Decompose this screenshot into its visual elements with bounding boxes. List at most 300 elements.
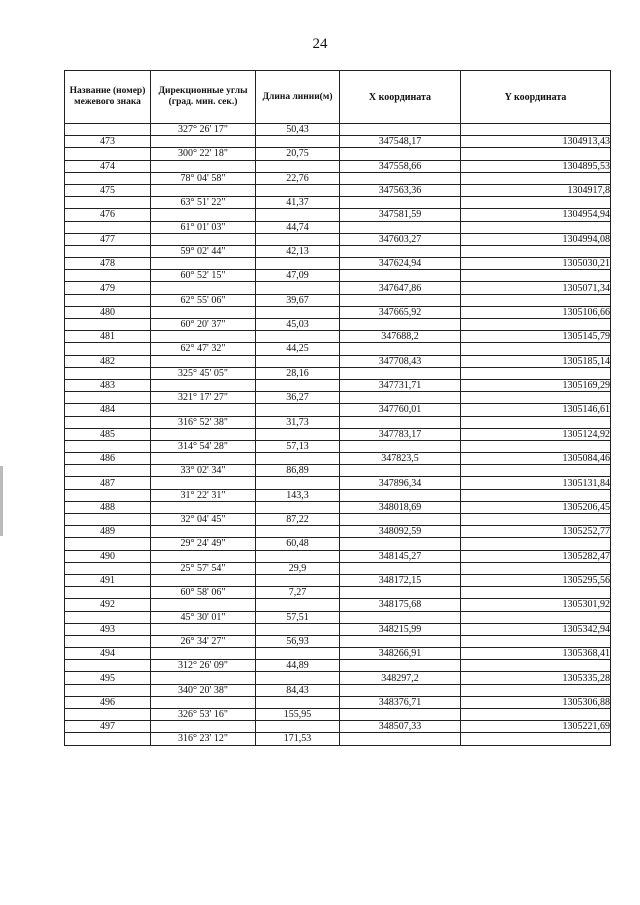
cell-y: 1305221,69 [461,721,611,733]
cell-angle: 327° 26' 17" [151,124,256,136]
cell-length: 44,89 [256,660,340,672]
cell-y: 1305071,34 [461,282,611,294]
cell-y [461,367,611,379]
cell-y [461,221,611,233]
table-row [65,514,611,526]
cell-length: 57,51 [256,611,340,623]
table-row [65,660,611,672]
table-row [65,270,611,282]
cell-angle [151,696,256,708]
cell-length: 29,9 [256,562,340,574]
cell-x [340,514,461,526]
cell-length [256,379,340,391]
cell-y [461,197,611,209]
cell-x [340,660,461,672]
table-row [65,282,611,294]
cell-angle: 32° 04' 45" [151,514,256,526]
cell-name: 496 [65,696,151,708]
cell-angle [151,258,256,270]
cell-x: 347665,92 [340,306,461,318]
cell-x: 348266,91 [340,648,461,660]
cell-x: 347603,27 [340,233,461,245]
cell-length [256,209,340,221]
cell-y: 1305335,28 [461,672,611,684]
cell-name [65,367,151,379]
cell-name [65,440,151,452]
cell-angle [151,404,256,416]
cell-x: 347581,59 [340,209,461,221]
cell-length [256,184,340,196]
cell-y [461,172,611,184]
cell-x [340,611,461,623]
cell-name [65,221,151,233]
cell-angle: 340° 20' 38" [151,684,256,696]
cell-angle: 60° 20' 37" [151,319,256,331]
table-row [65,623,611,635]
cell-name [65,489,151,501]
cell-x [340,538,461,550]
cell-angle: 25° 57' 54" [151,562,256,574]
cell-name: 489 [65,526,151,538]
cell-x: 347558,66 [340,160,461,172]
cell-length: 39,67 [256,294,340,306]
cell-name [65,294,151,306]
cell-name [65,197,151,209]
cell-x [340,197,461,209]
cell-length [256,160,340,172]
table-row [65,733,611,745]
table-row [65,611,611,623]
cell-y [461,465,611,477]
cell-x: 347624,94 [340,258,461,270]
cell-y [461,440,611,452]
boundary-coordinates-table [64,70,611,746]
cell-angle: 316° 23' 12" [151,733,256,745]
cell-y [461,660,611,672]
cell-angle: 326° 53' 16" [151,709,256,721]
cell-length: 22,76 [256,172,340,184]
cell-y: 1305282,47 [461,550,611,562]
cell-length: 57,13 [256,440,340,452]
cell-length: 42,13 [256,245,340,257]
cell-name: 497 [65,721,151,733]
cell-name: 487 [65,477,151,489]
cell-name: 493 [65,623,151,635]
table-row [65,696,611,708]
cell-angle: 26° 34' 27" [151,635,256,647]
cell-length [256,623,340,635]
cell-y: 1305131,84 [461,477,611,489]
cell-x: 348092,59 [340,526,461,538]
cell-angle: 312° 26' 09" [151,660,256,672]
cell-y: 1305145,79 [461,331,611,343]
cell-name: 484 [65,404,151,416]
cell-name [65,733,151,745]
cell-angle: 33° 02' 34" [151,465,256,477]
cell-angle [151,550,256,562]
cell-angle [151,477,256,489]
table-row [65,721,611,733]
cell-length [256,696,340,708]
cell-angle [151,306,256,318]
table-row [65,550,611,562]
cell-angle: 29° 24' 49" [151,538,256,550]
cell-x [340,465,461,477]
cell-length [256,599,340,611]
cell-y [461,294,611,306]
cell-x: 348297,2 [340,672,461,684]
cell-name [65,538,151,550]
cell-length: 60,48 [256,538,340,550]
cell-name [65,172,151,184]
table-row [65,599,611,611]
table-row [65,233,611,245]
cell-angle [151,453,256,465]
cell-angle [151,331,256,343]
cell-x [340,416,461,428]
table-row [65,319,611,331]
cell-angle: 59° 02' 44" [151,245,256,257]
cell-y: 1304895,53 [461,160,611,172]
cell-angle [151,160,256,172]
cell-angle [151,599,256,611]
cell-x: 347708,43 [340,355,461,367]
cell-y [461,245,611,257]
cell-angle: 61° 01' 03" [151,221,256,233]
cell-x [340,294,461,306]
cell-name [65,270,151,282]
cell-y: 1305301,92 [461,599,611,611]
cell-length [256,404,340,416]
cell-y: 1305368,41 [461,648,611,660]
cell-length: 84,43 [256,684,340,696]
table-row [65,306,611,318]
table-body [65,124,611,746]
cell-x [340,587,461,599]
table-row [65,709,611,721]
cell-name [65,465,151,477]
cell-length: 44,25 [256,343,340,355]
cell-name: 486 [65,453,151,465]
cell-length: 143,3 [256,489,340,501]
cell-name: 475 [65,184,151,196]
table-row [65,258,611,270]
cell-y [461,270,611,282]
cell-y [461,124,611,136]
cell-y [461,343,611,355]
cell-length [256,477,340,489]
cell-name [65,660,151,672]
cell-angle: 60° 52' 15" [151,270,256,282]
cell-y: 1305030,21 [461,258,611,270]
cell-x [340,245,461,257]
header-name: Название (номер) межевого знака [65,71,151,124]
cell-x: 347731,71 [340,379,461,391]
table-row [65,331,611,343]
table-row [65,648,611,660]
cell-name: 473 [65,136,151,148]
cell-x [340,221,461,233]
cell-y [461,489,611,501]
cell-y: 1305106,66 [461,306,611,318]
table-row [65,209,611,221]
cell-angle: 321° 17' 27" [151,392,256,404]
cell-name [65,587,151,599]
cell-angle [151,623,256,635]
cell-angle [151,282,256,294]
cell-name: 483 [65,379,151,391]
cell-angle [151,136,256,148]
cell-y [461,733,611,745]
table-row [65,124,611,136]
cell-y: 1304954,94 [461,209,611,221]
table-row [65,148,611,160]
cell-y: 1305206,45 [461,501,611,513]
cell-angle [151,184,256,196]
cell-x [340,367,461,379]
cell-y [461,392,611,404]
cell-length: 50,43 [256,124,340,136]
table-row [65,404,611,416]
cell-x: 347548,17 [340,136,461,148]
cell-x: 347783,17 [340,428,461,440]
cell-angle: 63° 51' 22" [151,197,256,209]
cell-angle [151,209,256,221]
table-row [65,635,611,647]
cell-name [65,124,151,136]
cell-angle [151,721,256,733]
cell-y: 1305185,14 [461,355,611,367]
table-row [65,440,611,452]
cell-x: 348507,33 [340,721,461,733]
cell-name: 478 [65,258,151,270]
header-x: X координата [340,71,461,124]
cell-y: 1305084,46 [461,453,611,465]
cell-x: 348175,68 [340,599,461,611]
cell-angle [151,428,256,440]
cell-length: 45,03 [256,319,340,331]
cell-y: 1305146,61 [461,404,611,416]
page-number: 24 [312,36,328,52]
table-row [65,245,611,257]
cell-angle: 31° 22' 31" [151,489,256,501]
cell-y [461,611,611,623]
cell-length [256,136,340,148]
cell-length: 31,73 [256,416,340,428]
cell-length [256,453,340,465]
cell-name: 479 [65,282,151,294]
cell-x [340,319,461,331]
cell-name [65,416,151,428]
cell-x [340,440,461,452]
cell-length [256,282,340,294]
cell-y [461,709,611,721]
table-row [65,526,611,538]
cell-length: 36,27 [256,392,340,404]
cell-angle: 300° 22' 18" [151,148,256,160]
table-row [65,294,611,306]
cell-length [256,331,340,343]
cell-length: 171,53 [256,733,340,745]
cell-y: 1304994,08 [461,233,611,245]
cell-name: 476 [65,209,151,221]
cell-x [340,684,461,696]
table-row [65,160,611,172]
cell-angle [151,648,256,660]
cell-angle [151,355,256,367]
table-row [65,197,611,209]
cell-name [65,392,151,404]
table-row [65,587,611,599]
cell-name [65,319,151,331]
cell-angle [151,672,256,684]
cell-y [461,319,611,331]
cell-length: 87,22 [256,514,340,526]
table-row [65,574,611,586]
cell-name: 488 [65,501,151,513]
cell-name: 495 [65,672,151,684]
cell-length [256,721,340,733]
cell-length: 41,37 [256,197,340,209]
cell-length [256,428,340,440]
cell-x: 347823,5 [340,453,461,465]
cell-x [340,635,461,647]
cell-angle [151,526,256,538]
cell-angle [151,233,256,245]
cell-x [340,172,461,184]
cell-y [461,562,611,574]
table-row [65,367,611,379]
table-row [65,416,611,428]
cell-y [461,538,611,550]
cell-x: 348145,27 [340,550,461,562]
cell-name: 474 [65,160,151,172]
cell-name: 494 [65,648,151,660]
cell-name: 491 [65,574,151,586]
cell-y: 1305169,29 [461,379,611,391]
cell-length [256,526,340,538]
scan-edge-mark [0,466,3,536]
cell-length: 47,09 [256,270,340,282]
cell-length [256,306,340,318]
cell-angle: 45° 30' 01" [151,611,256,623]
cell-y: 1304913,43 [461,136,611,148]
cell-length: 28,16 [256,367,340,379]
cell-length [256,233,340,245]
cell-length: 86,89 [256,465,340,477]
cell-name [65,562,151,574]
cell-length [256,501,340,513]
cell-x [340,709,461,721]
cell-y: 1305124,92 [461,428,611,440]
cell-angle [151,574,256,586]
table-row [65,428,611,440]
header-y: Y координата [461,71,611,124]
table-row [65,221,611,233]
cell-length: 7,27 [256,587,340,599]
table-row [65,538,611,550]
cell-y [461,684,611,696]
table-row [65,672,611,684]
cell-x [340,733,461,745]
table-row [65,184,611,196]
cell-y: 1304917,8 [461,184,611,196]
cell-name [65,343,151,355]
cell-y: 1305306,88 [461,696,611,708]
table-row [65,379,611,391]
table-row [65,172,611,184]
table-header-row [65,71,611,124]
table-row [65,465,611,477]
table-row [65,136,611,148]
cell-y [461,416,611,428]
cell-name [65,635,151,647]
cell-angle: 325° 45' 05" [151,367,256,379]
cell-name [65,245,151,257]
cell-name [65,148,151,160]
cell-name: 490 [65,550,151,562]
table-row [65,477,611,489]
table-row [65,501,611,513]
cell-angle [151,501,256,513]
cell-x: 348215,99 [340,623,461,635]
cell-x [340,392,461,404]
cell-name: 480 [65,306,151,318]
cell-name [65,514,151,526]
cell-length [256,574,340,586]
cell-name [65,611,151,623]
cell-length: 56,93 [256,635,340,647]
cell-length [256,355,340,367]
cell-name: 482 [65,355,151,367]
cell-name [65,684,151,696]
cell-x: 348376,71 [340,696,461,708]
cell-x: 348018,69 [340,501,461,513]
cell-length [256,672,340,684]
cell-y [461,587,611,599]
header-angle: Дирекционные углы (град. мин. сек.) [151,71,256,124]
cell-x [340,562,461,574]
cell-name: 481 [65,331,151,343]
cell-x: 347647,86 [340,282,461,294]
cell-x [340,343,461,355]
table-row [65,453,611,465]
table-row [65,392,611,404]
table-row [65,343,611,355]
table-row [65,489,611,501]
cell-x: 347563,36 [340,184,461,196]
table-row [65,684,611,696]
cell-name: 492 [65,599,151,611]
cell-angle: 316° 52' 38" [151,416,256,428]
cell-y [461,514,611,526]
cell-x [340,124,461,136]
cell-length: 20,75 [256,148,340,160]
cell-y [461,635,611,647]
cell-y: 1305342,94 [461,623,611,635]
cell-length: 155,95 [256,709,340,721]
header-length: Длина линии(м) [256,71,340,124]
cell-length: 44,74 [256,221,340,233]
cell-angle: 314° 54' 28" [151,440,256,452]
cell-angle: 62° 55' 06" [151,294,256,306]
cell-angle: 62° 47' 32" [151,343,256,355]
cell-length [256,550,340,562]
cell-name: 485 [65,428,151,440]
cell-x [340,270,461,282]
cell-y [461,148,611,160]
cell-x: 347760,01 [340,404,461,416]
